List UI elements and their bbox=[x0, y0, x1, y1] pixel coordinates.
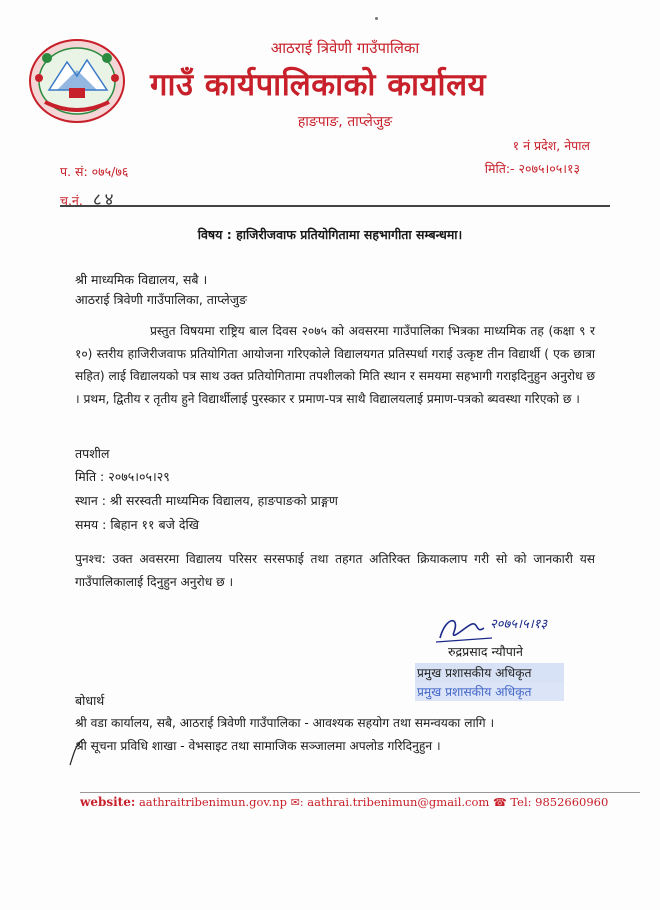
dispatch-value: ८४ bbox=[92, 190, 117, 210]
addressee-line-1: श्री माध्यमिक विद्यालय, सबै । bbox=[75, 272, 208, 287]
email-link[interactable]: aathrai.tribenimun@gmail.com bbox=[307, 795, 490, 809]
handwritten-tick-mark bbox=[66, 735, 106, 769]
cc-item: श्री सूचना प्रविधि शाखा - वेभसाइट तथा सामाजिक सञ्जालमा अपलोड गरिदिनुहुन । bbox=[75, 739, 441, 753]
details-label: तपशील bbox=[75, 446, 110, 461]
scan-dot bbox=[375, 17, 378, 20]
handwritten-signature bbox=[432, 608, 592, 648]
website-label: website: bbox=[80, 795, 136, 809]
telephone: Tel: 9852660960 bbox=[510, 795, 609, 809]
postscript: पुनश्च: उक्त अवसरमा विद्यालय परिसर सरसफाई तथा तहगत अतिरिक्त क्रियाकलाप गरी सो को जानकारी यस गाउँपालिकालाई दिनुहुन अनुरोध छ । bbox=[75, 552, 595, 589]
stamp-text: प्रमुख प्रशासकीय अधिकृत bbox=[415, 682, 564, 701]
official-stamp bbox=[415, 663, 560, 699]
details-place: स्थान : श्री सरस्वती माध्यमिक विद्यालय, हाङपाङको प्राङ्गण bbox=[75, 493, 338, 508]
envelope-icon: ✉: bbox=[290, 796, 304, 809]
signatory-name: रुद्रप्रसाद न्यौपाने bbox=[448, 644, 523, 659]
header-divider bbox=[60, 205, 610, 207]
letter-subject: विषय : हाजिरीजवाफ प्रतियोगितामा सहभागीता सम्बन्धमा। bbox=[197, 227, 463, 242]
letter-date: मिति:- २०७५।०५।१३ bbox=[484, 161, 580, 176]
signature-date: २०७५।५।१३ bbox=[490, 617, 548, 632]
details-time: समय : बिहान ११ बजे देखि bbox=[75, 517, 199, 532]
footer bbox=[80, 795, 608, 809]
details-date: मिति : २०७५।०५।२९ bbox=[75, 469, 170, 484]
office-title: गाउँ कार्यपालिकाको कार्यालय bbox=[150, 67, 487, 103]
signatory-title: प्रमुख प्रशासकीय अधिकृत bbox=[415, 663, 564, 682]
cc-label: बोधार्थ bbox=[75, 693, 105, 708]
body-paragraph: प्रस्तुत विषयमा राष्ट्रिय बाल दिवस २०७५ को अवसरमा गाउँपालिका भित्रका माध्यमिक तह (कक्षा ९ र १०) स्तरीय हाजिरीजवाफ प्रतियोगिता आयोजना गरिएकोले विद्यालयगत प्रतिस्पर्धा गराई उत्कृष्ट तीन विद्यार्थी ( एक छात्रा सहित) लाई विद्यालयको पत्र साथ उक्त प्रतियोगितामा तपशीलको मिति स्थान र समयमा सहभागी गराइदिनुहुन अनुरोध छ । प्रथम, द्वितीय र तृतीय हुने विद्यार्थीलाई पुरस्कार र प्रमाण-पत्र साथै विद्यालयलाई प्रमाण-पत्रको ब्यवस्था गरिएको छ । bbox=[75, 324, 595, 406]
cc-item: श्री वडा कार्यालय, सबै, आठराई त्रिवेणी गाउँपालिका - आवश्यक सहयोग तथा समन्वयका लागि । bbox=[75, 716, 495, 730]
website-link[interactable]: aathraitribenimun.gov.np bbox=[138, 795, 287, 809]
municipality-name: आठराई त्रिवेणी गाउँपालिका bbox=[270, 39, 420, 57]
phone-icon: ☎ bbox=[493, 796, 507, 809]
province: १ नं प्रदेश, नेपाल bbox=[512, 138, 590, 153]
addressee-line-2: आठराई त्रिवेणी गाउँपालिका, ताप्लेजुङ bbox=[75, 292, 247, 307]
footer-divider bbox=[80, 792, 640, 793]
dispatch-label: च.नं. bbox=[60, 193, 83, 208]
office-location: हाङपाङ, ताप्लेजुङ bbox=[297, 114, 393, 130]
reference-number: प. सं: ०७५/७६ bbox=[60, 164, 129, 179]
